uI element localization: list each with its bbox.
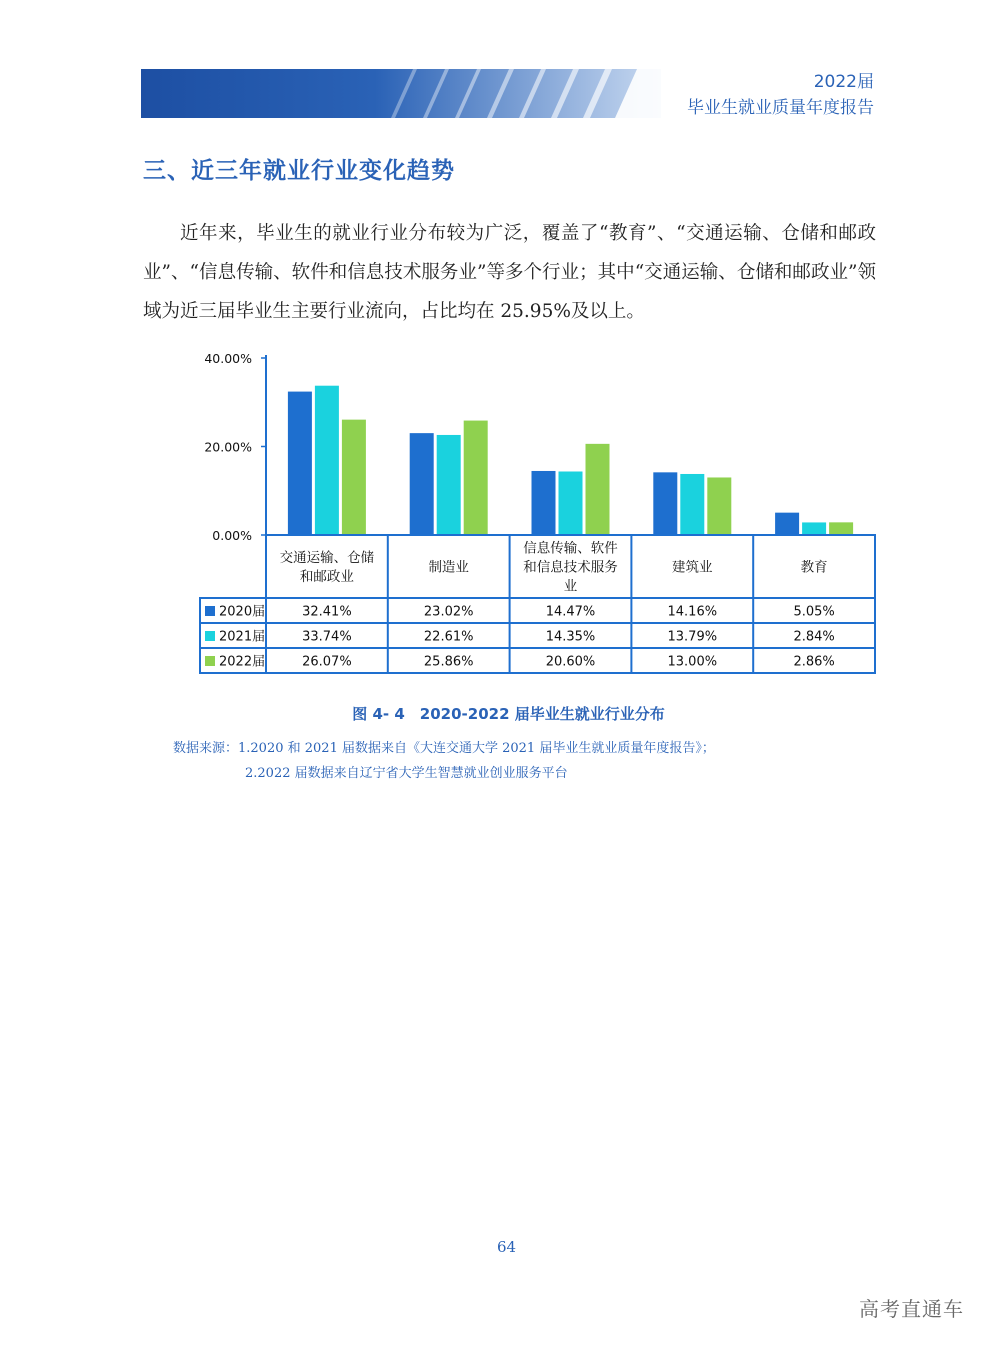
legend-swatch <box>205 631 215 641</box>
data-label: 25.86% <box>423 654 474 670</box>
header-year: 2022届 <box>813 72 874 92</box>
bar <box>653 472 677 535</box>
bar <box>342 420 366 535</box>
bar <box>315 386 339 535</box>
bar <box>288 392 312 535</box>
header-report-info <box>687 70 874 120</box>
chart-svg <box>195 346 885 681</box>
category-label: 和邮政业 <box>299 569 354 585</box>
data-source-line-1: 数据来源：1.2020 和 2021 届数据来自《大连交通大学 2021 届毕业生就业质量年度报告》； <box>173 741 715 756</box>
data-label: 2.84% <box>793 629 835 645</box>
data-label: 32.41% <box>302 604 352 620</box>
data-label: 20.60% <box>545 654 596 670</box>
y-tick-label: 40.00% <box>204 351 252 366</box>
bar <box>464 421 488 535</box>
data-source-line-2: 2.2022 届数据来自辽宁省大学生智慧就业创业服务平台 <box>245 766 568 781</box>
legend-label: 2020届 <box>219 604 266 620</box>
data-label: 2.86% <box>793 654 835 670</box>
figure-caption: 图 4- 4 2020-2022 届毕业生就业行业分布 <box>352 705 665 723</box>
y-tick-label: 0.00% <box>212 528 252 543</box>
industry-distribution-chart <box>195 346 885 681</box>
bar <box>437 435 461 535</box>
legend-label: 2021届 <box>219 629 266 645</box>
category-label: 教育 <box>800 559 828 576</box>
data-label: 33.74% <box>302 629 352 645</box>
header-banner <box>141 69 661 118</box>
data-label: 14.47% <box>545 604 596 620</box>
category-label: 交通运输、仓储 <box>279 550 375 566</box>
bar <box>802 522 826 535</box>
data-label: 13.79% <box>667 629 718 645</box>
bar <box>775 513 799 535</box>
page-number: 64 <box>496 1238 517 1256</box>
data-label: 14.35% <box>545 629 596 645</box>
category-label: 制造业 <box>428 559 469 576</box>
legend-swatch <box>205 606 215 616</box>
category-label: 业 <box>563 578 578 595</box>
data-label: 26.07% <box>302 654 352 670</box>
category-label: 信息传输、软件 <box>523 540 618 557</box>
header-report-title: 毕业生就业质量年度报告 <box>687 98 874 118</box>
bar <box>707 477 731 535</box>
section-title: 三、近三年就业行业变化趋势 <box>143 158 455 184</box>
legend-swatch <box>205 656 215 666</box>
bar <box>586 444 610 535</box>
y-tick-label: 20.00% <box>204 439 252 455</box>
legend-label: 2022届 <box>219 654 266 670</box>
bar <box>559 472 583 535</box>
data-label: 23.02% <box>423 604 474 620</box>
category-label: 和信息技术服务 <box>523 559 618 576</box>
bar <box>680 474 704 535</box>
data-label: 14.16% <box>667 604 718 620</box>
bar <box>410 433 434 535</box>
watermark-text: 高考直通车 <box>859 1297 964 1321</box>
body-paragraph: 近年来，毕业生的就业行业分布较为广泛，覆盖了“教育”、“交通运输、仓储和邮政业”、“信息传输、软件和信息技术服务业”等多个行业；其中“交通运输、仓储和邮政业”领域为近三届毕业生主要行业流向，占比均在 25.95%及以上。 <box>143 223 876 322</box>
bar <box>532 471 556 535</box>
bar <box>829 522 853 535</box>
category-label: 建筑业 <box>672 559 713 576</box>
data-label: 22.61% <box>423 629 474 645</box>
data-label: 13.00% <box>667 654 718 670</box>
data-label: 5.05% <box>793 604 835 620</box>
